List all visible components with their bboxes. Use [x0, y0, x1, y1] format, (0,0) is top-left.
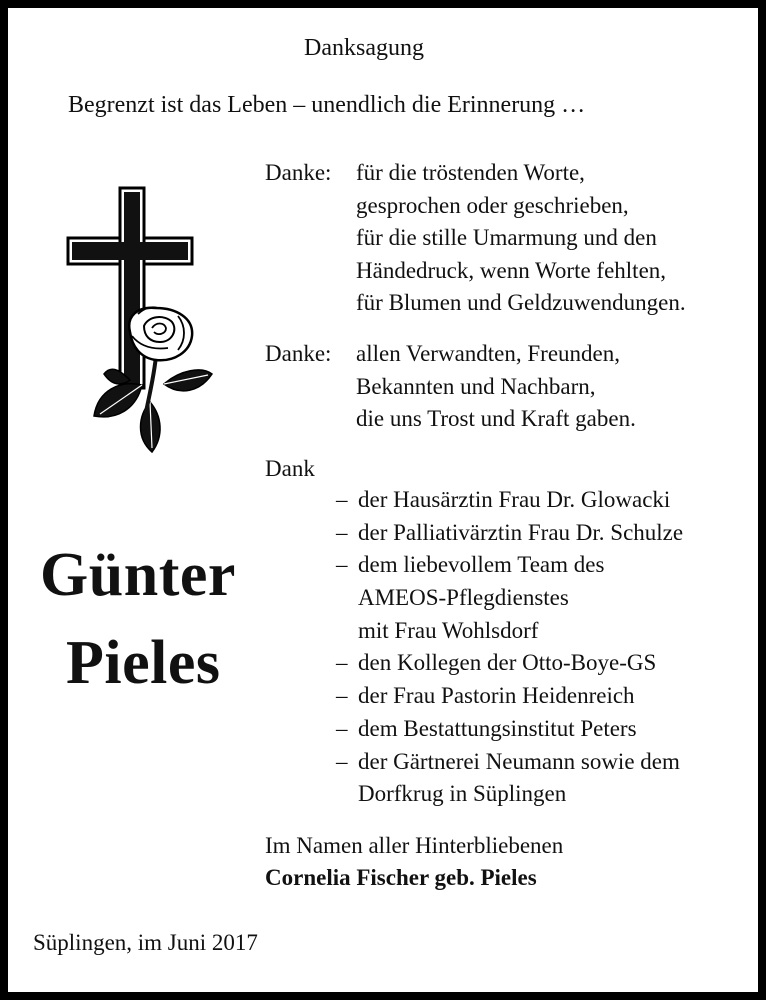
text-line: die uns Trost und Kraft gaben.: [356, 406, 636, 431]
list-item: – der Frau Pastorin Heidenreich: [336, 683, 635, 709]
list-item: – den Kollegen der Otto-Boye-GS: [336, 650, 657, 676]
rose-icon: [94, 307, 212, 452]
motto: Begrenzt ist das Leben – unendlich die Erinnerung …: [68, 92, 586, 118]
text-line: gesprochen oder geschrieben,: [356, 192, 629, 218]
heading: Danksagung: [304, 35, 424, 61]
thanks-3-label: Dank: [265, 456, 315, 481]
text-line: für die stille Umarmung und den: [356, 225, 657, 250]
list-item: – der Gärtnerei Neumann sowie dem: [336, 748, 680, 774]
text-line: für die tröstenden Worte,: [356, 160, 585, 185]
deceased-first-name: Günter: [40, 541, 236, 609]
list-item: Dorfkrug in Süplingen: [358, 781, 567, 807]
place-date: Süplingen, im Juni 2017: [33, 930, 258, 955]
text-line: Bekannten und Nachbarn,: [356, 373, 596, 399]
deceased-last-name: Pieles: [66, 629, 221, 697]
thanks-2-label: Danke:: [265, 341, 332, 366]
thanks-1-text: [356, 157, 686, 320]
text-line: Händedruck, wenn Worte fehlten,: [356, 257, 667, 283]
list-item: – der Palliativärztin Frau Dr. Schulze: [336, 519, 684, 545]
thanks-2-text: [356, 338, 636, 436]
signer-name: Cornelia Fischer geb. Pieles: [265, 865, 537, 890]
list-item: mit Frau Wohlsdorf: [358, 617, 539, 643]
text-line: für Blumen und Geldzuwendungen.: [356, 290, 686, 315]
list-item: – dem liebevollem Team des: [336, 552, 605, 578]
thanks-3-list: [336, 484, 736, 811]
text-line: allen Verwandten, Freunden,: [356, 341, 620, 366]
thanks-1-label: Danke:: [265, 160, 332, 185]
closing-line: Im Namen aller Hinterbliebenen: [265, 833, 564, 858]
cross-icon: [60, 180, 220, 460]
list-item: – der Hausärztin Frau Dr. Glowacki: [336, 487, 671, 512]
list-item: – dem Bestattungsinstitut Peters: [336, 715, 637, 741]
list-item: AMEOS-Pflegdienstes: [358, 585, 569, 611]
